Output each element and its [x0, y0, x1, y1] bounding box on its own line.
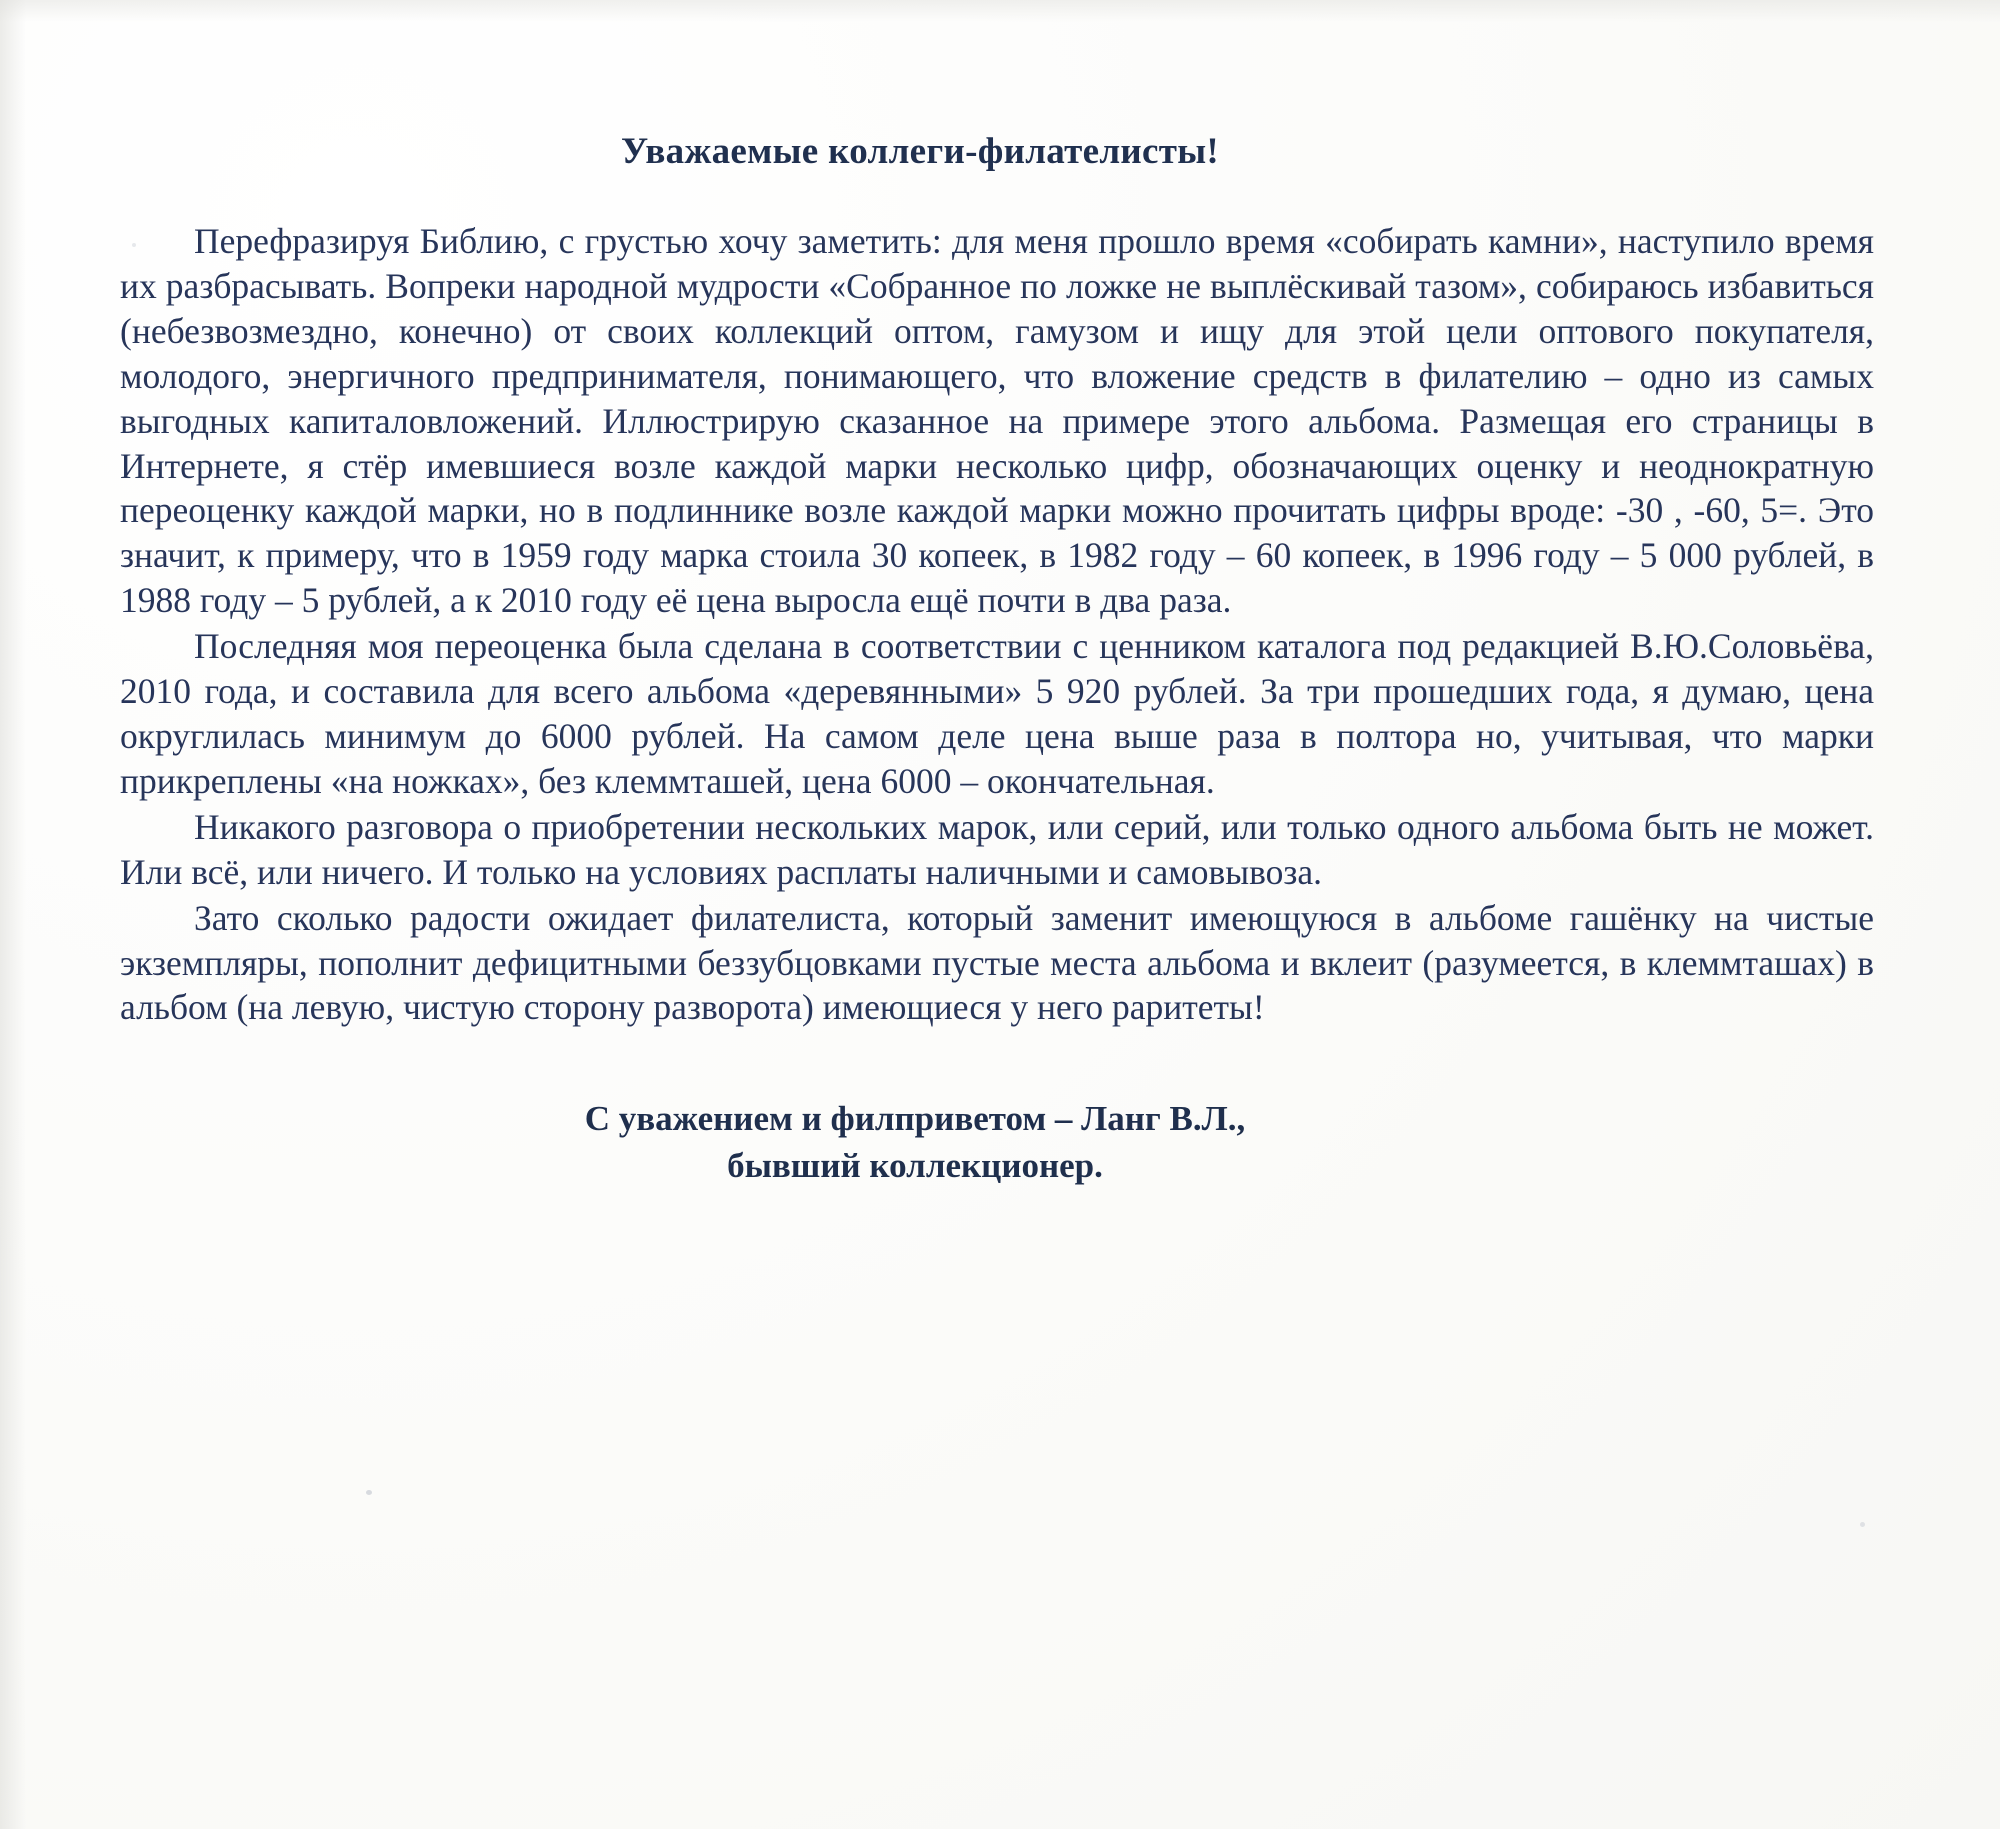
signature-line-1: С уважением и филприветом – Ланг В.Л., — [584, 1099, 1246, 1139]
signature-line-2: бывший коллекционер. — [727, 1145, 1103, 1185]
scan-speck — [366, 1490, 372, 1495]
letter-paragraph-4: Зато сколько радости ожидает филателиста, который заменит имеющуюся в альбоме гашёнку на чистые экземпляры, пополнит дефицитными беззубцовками пустые места альбома и вклеит (разумеется, в клеммташах) в альбом (на левую, чистую сторону разворота) имеющиеся у него раритеты! — [120, 897, 1874, 1028]
letter-paragraph-1: Перефразируя Библию, с грустью хочу заметить: для меня прошло время «собирать камни», наступило время их разбрасывать. Вопреки народной мудрости «Собранное по ложке не выплёскивай тазом», собираюсь избавиться (небезвозмездно, конечно) от своих коллекций оптом, гамузом и ищу для этой цели оптового покупателя, молодого, энергичного предпринимателя, понимающего, что вложение средств в филателию – одно из самых выгодных капиталовложений. Иллюстрирую сказанное на примере этого альбома. Размещая его страницы в Интернете, я стёр имевшиеся возле каждой марки несколько цифр, обозначающих оценку и неоднократную переоценку каждой марки, но в подлиннике возле каждой марки можно прочитать цифры вроде: -30 , -60, 5=. Это значит, к примеру, что в 1959 году марка стоила 30 копеек, в 1982 году – 60 копеек, в 1996 году – 5 000 рублей, в 1988 году – 5 рублей, а к 2010 году её цена выросла ещё почти в два раза. — [120, 221, 1874, 621]
letter-paragraph-3: Никакого разговора о приобретении нескольких марок, или серий, или только одного альбома быть не может. Или всё, или ничего. И только на условиях расплаты наличными и самовывоза. — [120, 806, 1874, 892]
page-edge-shadow-top — [0, 0, 2000, 22]
page-edge-shadow-left — [0, 0, 26, 1829]
letter-signature — [120, 1096, 1880, 1188]
letter-paragraph-2: Последняя моя переоценка была сделана в соответствии с ценником каталога под редакцией В.Ю.Соловьёва, 2010 года, и составила для всего альбома «деревянными» 5 920 рублей. За три прошедших года, я думаю, цена округлилась минимум до 6000 рублей. На самом деле цена выше раза в полтора но, учитывая, что марки прикреплены «на ножках», без клеммташей, цена 6000 – окончательная. — [120, 626, 1874, 801]
scan-speck — [1860, 1522, 1865, 1527]
letter-salutation: Уважаемые коллеги-филателисты! — [620, 131, 1220, 172]
letter-body — [120, 130, 1880, 1189]
